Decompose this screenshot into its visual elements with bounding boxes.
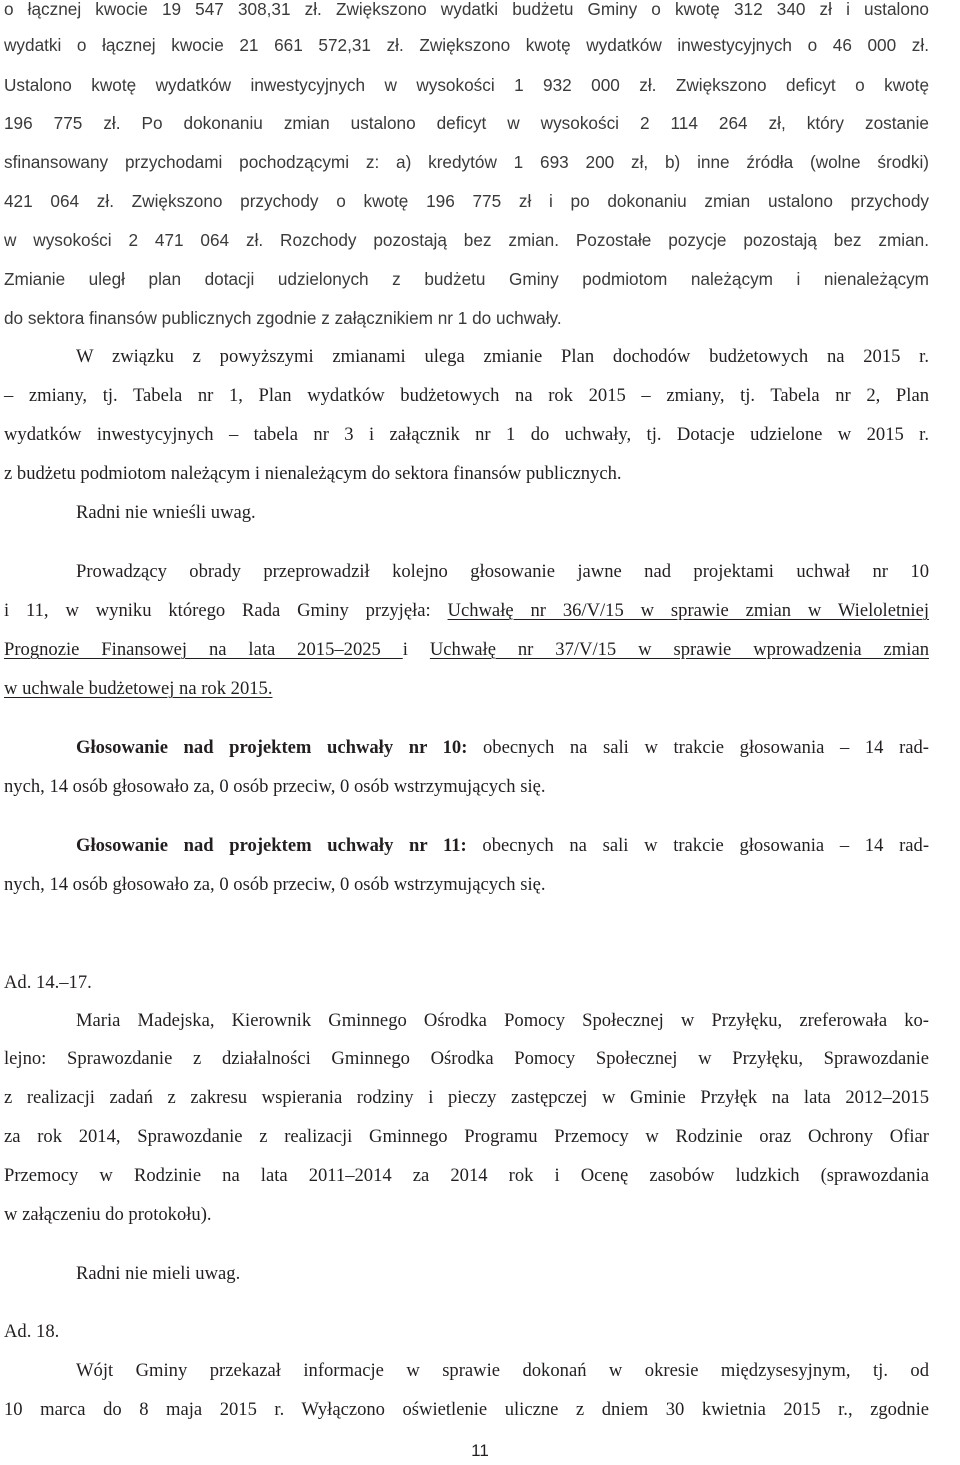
vote-line bbox=[76, 831, 929, 861]
text-line: nych, 14 osób głosowało za, 0 osób przeciw, 0 osób wstrzymujących się. bbox=[4, 776, 546, 797]
text-line: z budżetu podmiotom należącym i nienależącym do sektora finansów publicznych. bbox=[4, 463, 622, 484]
agenda-item-heading: Ad. 14.–17. bbox=[4, 972, 92, 993]
text-span: i 11, w wyniku którego Rada Gminy przyjęła: bbox=[4, 600, 448, 621]
text-line: w załączeniu do protokołu). bbox=[4, 1204, 212, 1225]
text-span bbox=[408, 639, 430, 660]
text-line: Zmianie uległ plan dotacji udzielonych z budżetu Gminy podmiotom należącym i nienależącym bbox=[4, 269, 929, 289]
agenda-item-heading: Ad. 18. bbox=[4, 1321, 60, 1342]
text-line: 10 marca do 8 maja 2015 r. Wyłączono oświetlenie uliczne z dniem 30 kwietnia 2015 r., zgodnie bbox=[4, 1399, 929, 1420]
vote-heading: Głosowanie nad projektem uchwały nr 10: bbox=[76, 737, 468, 758]
text-line: Maria Madejska, Kierownik Gminnego Ośrodka Pomocy Społecznej w Przyłęku, zreferowała ko- bbox=[76, 1010, 929, 1031]
remarks-line: Radni nie mieli uwag. bbox=[76, 1263, 241, 1284]
text-line bbox=[4, 674, 929, 704]
text-line: 196 775 zł. Po dokonaniu zmian ustalono deficyt w wysokości 2 114 264 zł, który zostanie bbox=[4, 113, 929, 133]
text-line: sfinansowany przychodami pochodzącymi z: a) kredytów 1 693 200 zł, b) inne źródła (wolne środki) bbox=[4, 152, 929, 172]
resolution-title: Prognozie Finansowej na lata 2015–2025 bbox=[4, 639, 403, 660]
text-line: z realizacji zadań z zakresu wspierania rodziny i pieczy zastępczej w Gminie Przyłęk na lata 2012–2015 bbox=[4, 1087, 929, 1108]
text-line: wydatków inwestycyjnych – tabela nr 3 i załącznik nr 1 do uchwały, tj. Dotacje udzielone w 2015 r. bbox=[4, 424, 929, 445]
resolution-title: Uchwałę nr 37/V/15 w sprawie wprowadzenia zmian bbox=[429, 639, 929, 660]
text-line: wydatki o łącznej kwocie 21 661 572,31 zł. Zwiększono kwotę wydatków inwestycyjnych o 46 000 zł. bbox=[4, 35, 929, 55]
text-line: lejno: Sprawozdanie z działalności Gminnego Ośrodka Pomocy Społecznej w Przyłęku, Sprawozdanie bbox=[4, 1048, 929, 1069]
text-line bbox=[4, 596, 929, 626]
text-line: Przemocy w Rodzinie na lata 2011–2014 za 2014 rok i Ocenę zasobów ludzkich (sprawozdania bbox=[4, 1165, 929, 1186]
vote-heading: Głosowanie nad projektem uchwały nr 11: bbox=[76, 835, 467, 856]
text-line bbox=[4, 635, 929, 665]
remarks-line: Radni nie wnieśli uwag. bbox=[76, 502, 256, 523]
text-span: i bbox=[402, 639, 408, 660]
text-line: za rok 2014, Sprawozdanie z realizacji Gminnego Programu Przemocy w Rodzinie oraz Ochrony Ofiar bbox=[4, 1126, 929, 1147]
text-line: Prowadzący obrady przeprowadził kolejno głosowanie jawne nad projektami uchwał nr 10 bbox=[76, 561, 929, 582]
text-line: w wysokości 2 471 064 zł. Rozchody pozostają bez zmian. Pozostałe pozycje pozostają bez zmian. bbox=[4, 230, 929, 250]
text-span: obecnych na sali w trakcie głosowania – 14 rad- bbox=[466, 835, 930, 856]
text-line: – zmiany, tj. Tabela nr 1, Plan wydatków budżetowych na rok 2015 – zmiany, tj. Tabela nr 2, Plan bbox=[4, 385, 929, 406]
resolution-title: w uchwale budżetowej na rok 2015. bbox=[4, 678, 273, 699]
text-line: 421 064 zł. Zwiększono przychody o kwotę 196 775 zł i po dokonaniu zmian ustalono przychody bbox=[4, 191, 929, 211]
text-line: Wójt Gminy przekazał informacje w sprawie dokonań w okresie międzysesyjnym, tj. od bbox=[76, 1360, 929, 1381]
vote-line bbox=[76, 733, 929, 763]
text-line: nych, 14 osób głosowało za, 0 osób przeciw, 0 osób wstrzymujących się. bbox=[4, 874, 546, 895]
text-line: W związku z powyższymi zmianami ulega zmianie Plan dochodów budżetowych na 2015 r. bbox=[76, 346, 929, 367]
text-line: o łącznej kwocie 19 547 308,31 zł. Zwiększono wydatki budżetu Gminy o kwotę 312 340 zł i ustalono bbox=[4, 0, 929, 19]
page-number: 11 bbox=[471, 1441, 489, 1460]
text-span: obecnych na sali w trakcie głosowania – 14 rad- bbox=[467, 737, 930, 758]
text-line: do sektora finansów publicznych zgodnie z załącznikiem nr 1 do uchwały. bbox=[4, 308, 562, 328]
resolution-title: Uchwałę nr 36/V/15 w sprawie zmian w Wieloletniej bbox=[447, 600, 930, 621]
text-line: Ustalono kwotę wydatków inwestycyjnych w wysokości 1 932 000 zł. Zwiększono deficyt o kwotę bbox=[4, 75, 929, 95]
